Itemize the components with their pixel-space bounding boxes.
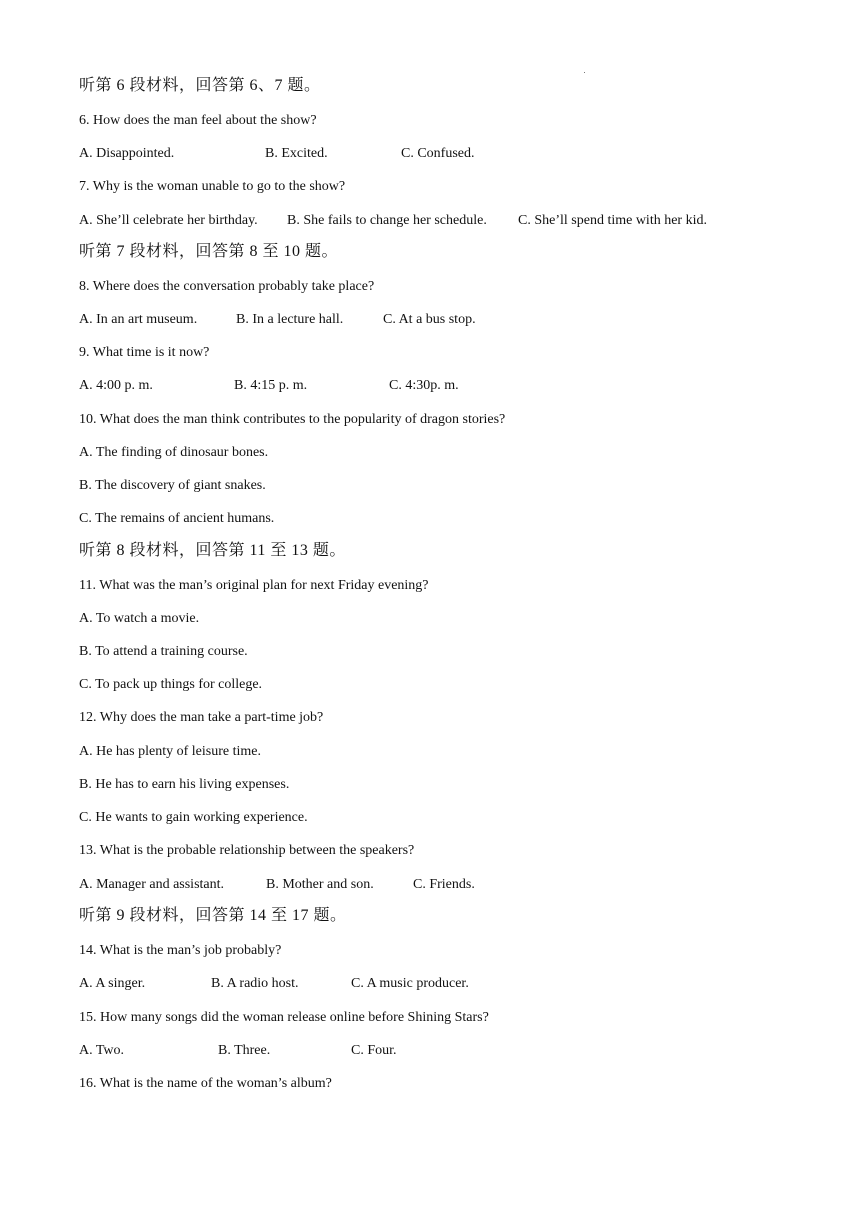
option-9-c: C. 4:30p. m. — [389, 378, 459, 393]
option-9-a: A. 4:00 p. m. — [79, 378, 153, 393]
option-13-b: B. Mother and son. — [266, 877, 374, 892]
question-10: 10. What does the man think contributes to the popularity of dragon stories? — [79, 412, 506, 427]
option-14-c: C. A music producer. — [351, 976, 469, 991]
option-15-a: A. Two. — [79, 1043, 125, 1058]
option-13-c: C. Friends. — [413, 877, 475, 892]
question-6: 6. How does the man feel about the show? — [79, 113, 317, 128]
question-8: 8. Where does the conversation probably take place? — [79, 279, 375, 294]
option-6-c: C. Confused. — [401, 146, 475, 161]
option-8-a: A. In an art museum. — [79, 312, 198, 327]
section-heading-9: 听第 9 段材料，回答第 14 至 17 题。 — [79, 907, 347, 924]
option-10-b: B. The discovery of giant snakes. — [79, 478, 266, 493]
question-12: 12. Why does the man take a part-time job? — [79, 710, 324, 725]
option-15-b: B. Three. — [218, 1043, 271, 1058]
section-heading-8: 听第 8 段材料，回答第 11 至 13 题。 — [79, 542, 346, 559]
option-6-a: A. Disappointed. — [79, 146, 175, 161]
question-11: 11. What was the man’s original plan for next Friday evening? — [79, 578, 429, 593]
option-11-c: C. To pack up things for college. — [79, 677, 263, 692]
option-12-c: C. He wants to gain working experience. — [79, 810, 308, 825]
option-13-a: A. Manager and assistant. — [79, 877, 225, 892]
section-heading-7: 听第 7 段材料，回答第 8 至 10 题。 — [79, 243, 339, 260]
option-14-b: B. A radio host. — [211, 976, 299, 991]
option-12-b: B. He has to earn his living expenses. — [79, 777, 290, 792]
option-10-a: A. The finding of dinosaur bones. — [79, 445, 269, 460]
option-9-b: B. 4:15 p. m. — [234, 378, 308, 393]
option-11-b: B. To attend a training course. — [79, 644, 248, 659]
option-10-c: C. The remains of ancient humans. — [79, 511, 275, 526]
section-heading-6: 听第 6 段材料，回答第 6、7 题。 — [79, 77, 321, 94]
option-8-c: C. At a bus stop. — [383, 312, 476, 327]
option-6-b: B. Excited. — [265, 146, 328, 161]
option-12-a: A. He has plenty of leisure time. — [79, 744, 261, 759]
option-7-b: B. She fails to change her schedule. — [287, 213, 487, 228]
option-15-c: C. Four. — [351, 1043, 397, 1058]
stray-dot — [584, 72, 585, 73]
option-7-a: A. She’ll celebrate her birthday. — [79, 213, 258, 228]
question-16: 16. What is the name of the woman’s album? — [79, 1076, 332, 1091]
option-8-b: B. In a lecture hall. — [236, 312, 344, 327]
question-7: 7. Why is the woman unable to go to the show? — [79, 179, 346, 194]
option-7-c: C. She’ll spend time with her kid. — [518, 213, 707, 228]
question-15: 15. How many songs did the woman release online before Shining Stars? — [79, 1010, 489, 1025]
question-13: 13. What is the probable relationship between the speakers? — [79, 843, 415, 858]
option-14-a: A. A singer. — [79, 976, 146, 991]
option-11-a: A. To watch a movie. — [79, 611, 200, 626]
question-14: 14. What is the man’s job probably? — [79, 943, 282, 958]
question-9: 9. What time is it now? — [79, 345, 210, 360]
